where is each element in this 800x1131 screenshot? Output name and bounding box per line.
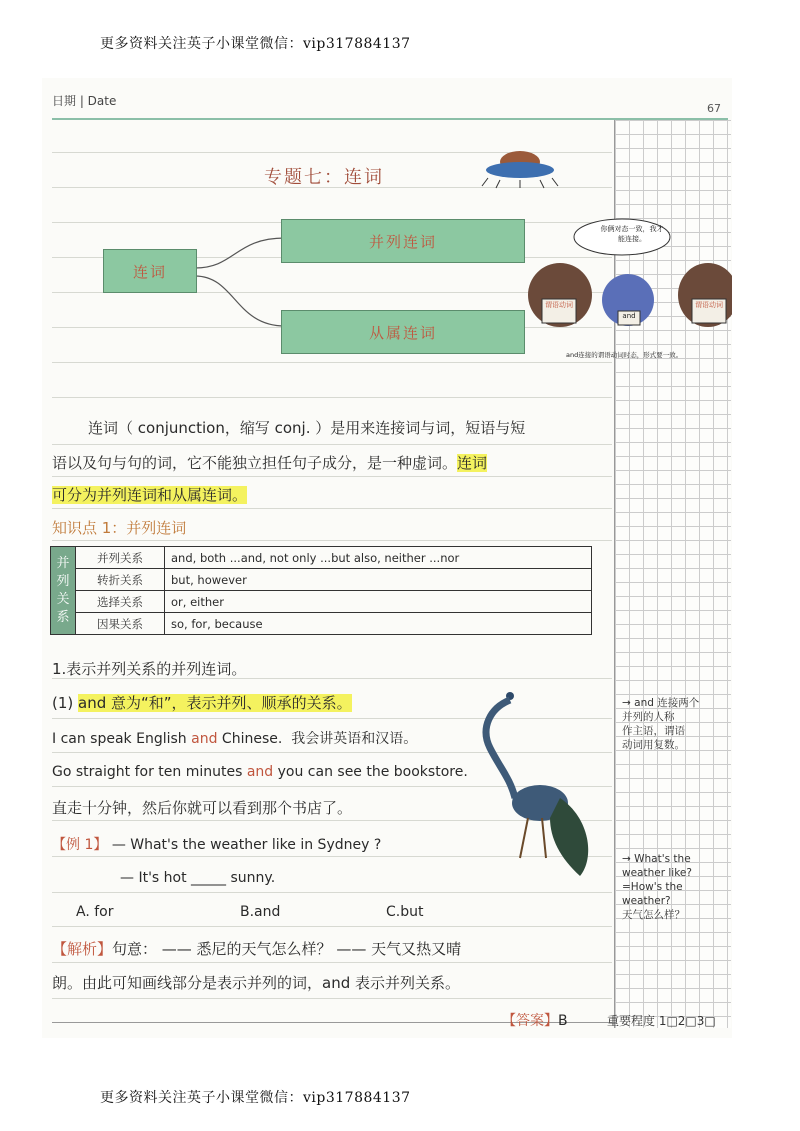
table-category: 选择关系 — [76, 591, 165, 613]
date-label: 日期 | Date — [52, 94, 117, 108]
table-row — [51, 547, 592, 569]
table-examples: or, either — [165, 591, 592, 613]
example-2-translation: 直走十分钟，然后你就可以看到那个书店了。 — [52, 799, 353, 817]
exercise-question: 【例 1】 — What's the weather like in Sydney ? — [52, 837, 382, 853]
conjunction-table — [50, 546, 592, 635]
mindmap-connectors — [195, 230, 285, 340]
knowledge-point-title: 知识点 1：并列连词 — [52, 519, 187, 537]
intro-line-1: 连词（ conjunction，缩写 conj. ）是用来连接词与词，短语与短 — [88, 419, 526, 437]
section-1-heading: 1.表示并列关系的并列连词。 — [52, 660, 247, 678]
mindmap-root: 连词 — [103, 249, 197, 293]
mindmap-branch-coordinating: 并列连词 — [281, 219, 525, 263]
tag-left: 谓语动词 — [545, 301, 573, 309]
side-note-2: → What's the weather like? =How's the weather? 天气怎么样？ — [622, 853, 692, 921]
exercise-answer-line: — It's hot _____ sunny. — [120, 870, 276, 886]
table-category: 因果关系 — [76, 613, 165, 635]
subpoint-1: (1) and 意为“和”，表示并列、顺承的关系。 — [52, 694, 352, 712]
page-title: 专题七：连词 — [264, 167, 384, 188]
table-examples: but, however — [165, 569, 592, 591]
page-number: 67 — [707, 102, 721, 115]
peacock-illustration — [470, 688, 600, 878]
ufo-illustration — [480, 140, 560, 190]
table-examples: and, both ...and, not only ...but also, neither ...nor — [165, 547, 592, 569]
tag-right: 谓语动词 — [695, 301, 723, 309]
analysis-line-1: 【解析】句意： —— 悉尼的天气怎么样？ —— 天气又热又晴 — [52, 940, 462, 958]
mindmap-branch-subordinating: 从属连词 — [281, 310, 525, 354]
intro-line-2: 语以及句与句的词，它不能独立担任句子成分，是一种虚词。连词 — [52, 454, 488, 472]
analysis-line-2: 朗。由此可知画线部分是表示并列的词，and 表示并列关系。 — [52, 974, 460, 992]
table-category: 并列关系 — [76, 547, 165, 569]
watermark-bottom: 更多资料关注英子小课堂微信：vip317884137 — [100, 1090, 411, 1106]
side-note-1: → and 连接两个 并列的人称 作主语，谓语 动词用复数。 — [622, 697, 700, 751]
option-a: A. for — [76, 904, 114, 920]
speech-bubble-text: 你俩对态一致，我才能连接。 — [600, 225, 664, 243]
option-b: B.and — [240, 904, 281, 920]
table-row — [51, 591, 592, 613]
importance-rating: 重要程度 1□2□3□ — [607, 1014, 716, 1028]
watermark-top: 更多资料关注英子小课堂微信：vip317884137 — [100, 36, 411, 52]
example-2: Go straight for ten minutes and you can see the bookstore. — [52, 764, 468, 780]
table-row — [51, 569, 592, 591]
table-side-label: 并 列 关 系 — [51, 547, 76, 635]
table-examples: so, for, because — [165, 613, 592, 635]
intro-line-3: 可分为并列连词和从属连词。 — [52, 486, 248, 504]
answer: 【答案】B — [502, 1013, 568, 1029]
example-1: I can speak English and Chinese. 我会讲英语和汉语。 — [52, 731, 418, 747]
tag-middle: and — [622, 312, 636, 320]
cartoon-caption: and连接的谓语动词时态，形式要一致。 — [566, 351, 683, 359]
table-category: 转折关系 — [76, 569, 165, 591]
table-row — [51, 613, 592, 635]
option-c: C.but — [386, 904, 424, 920]
